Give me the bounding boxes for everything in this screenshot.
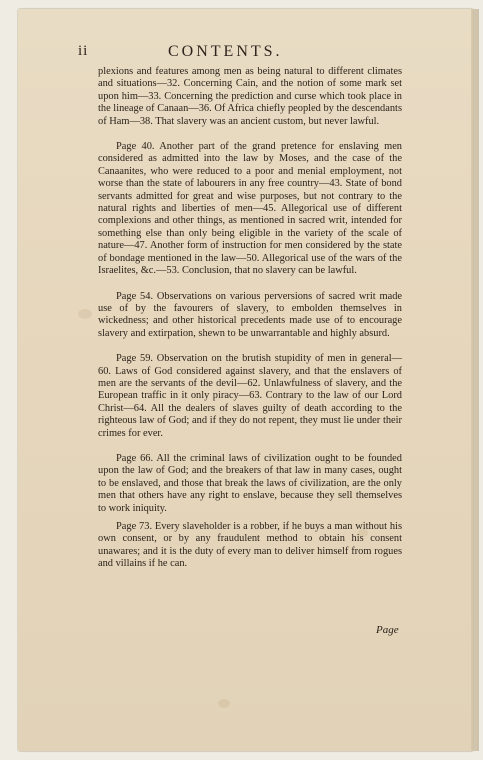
contents-paragraph: Page 54. Observations on various perversions of sacred writ made use of by the favourers of slavery, to embolden themselves in wickedness; and other historical precedents made use of to encourage slavery and extirpation, shewn to be unwarrantable and highly absurd.	[98, 290, 402, 339]
contents-paragraph: Page 66. All the criminal laws of civilization ought to be founded upon the law of God; and the breakers of that law in many cases, ought to be enslaved, and those that break the laws of civilization, are the only men that others have any right to enslave, because they sell themselves to work iniquity.	[98, 452, 402, 514]
page-header	[78, 43, 398, 67]
contents-body	[98, 66, 402, 571]
page-number: ii	[78, 43, 89, 59]
catchword: Page	[376, 624, 399, 636]
contents-paragraph: Page 40. Another part of the grand pretence for enslaving men considered as admitted into the law by Moses, and the case of the Canaanites, who were reduced to a poor and menial employment, not worse than the state of labourers in any free country—43. State of bond servants admitted for great and wise purposes, but not contrary to the natural rights and liberties of men—45. Allegorical use of different complexions and other things, as mentioned in sacred writ, intended for something else than only being eligible in the variety of the scale of nature—47. Another form of instruction for men considered by the state of bondage mentioned in the law—50. Allegorical use of the wars of the Israelites, &c.—53. Conclusion, that no slavery can be lawful.	[98, 141, 402, 277]
running-head: CONTENTS.	[168, 43, 283, 60]
contents-paragraph: Page 59. Observation on the brutish stupidity of men in general—60. Laws of God considered against slavery, and that the enslavers of men are the servants of the devil—62. Unlawfulness of slavery, and the European traffic in it only piracy—63. Contrary to the law of our Lord Christ—64. All the dealers of slaves guilty of death according to the righteous law of God; and if they do not repent, they must lie under their crimes for ever.	[98, 353, 402, 439]
contents-paragraph: Page 73. Every slaveholder is a robber, if he buys a man without his own consent, or by any fraudulent method to obtain his consent unawares; and it is the duty of every man to deliver himself from rogues and villains if he can.	[98, 521, 402, 570]
contents-paragraph: plexions and features among men as being natural to different climates and situations—32. Concerning Cain, and the notion of some mark set upon him—33. Concerning the prediction and curse which took place in the lineage of Canaan—36. Of Africa chiefly peopled by the descendants of Ham—38. That slavery was an ancient custom, but never lawful.	[98, 66, 402, 127]
